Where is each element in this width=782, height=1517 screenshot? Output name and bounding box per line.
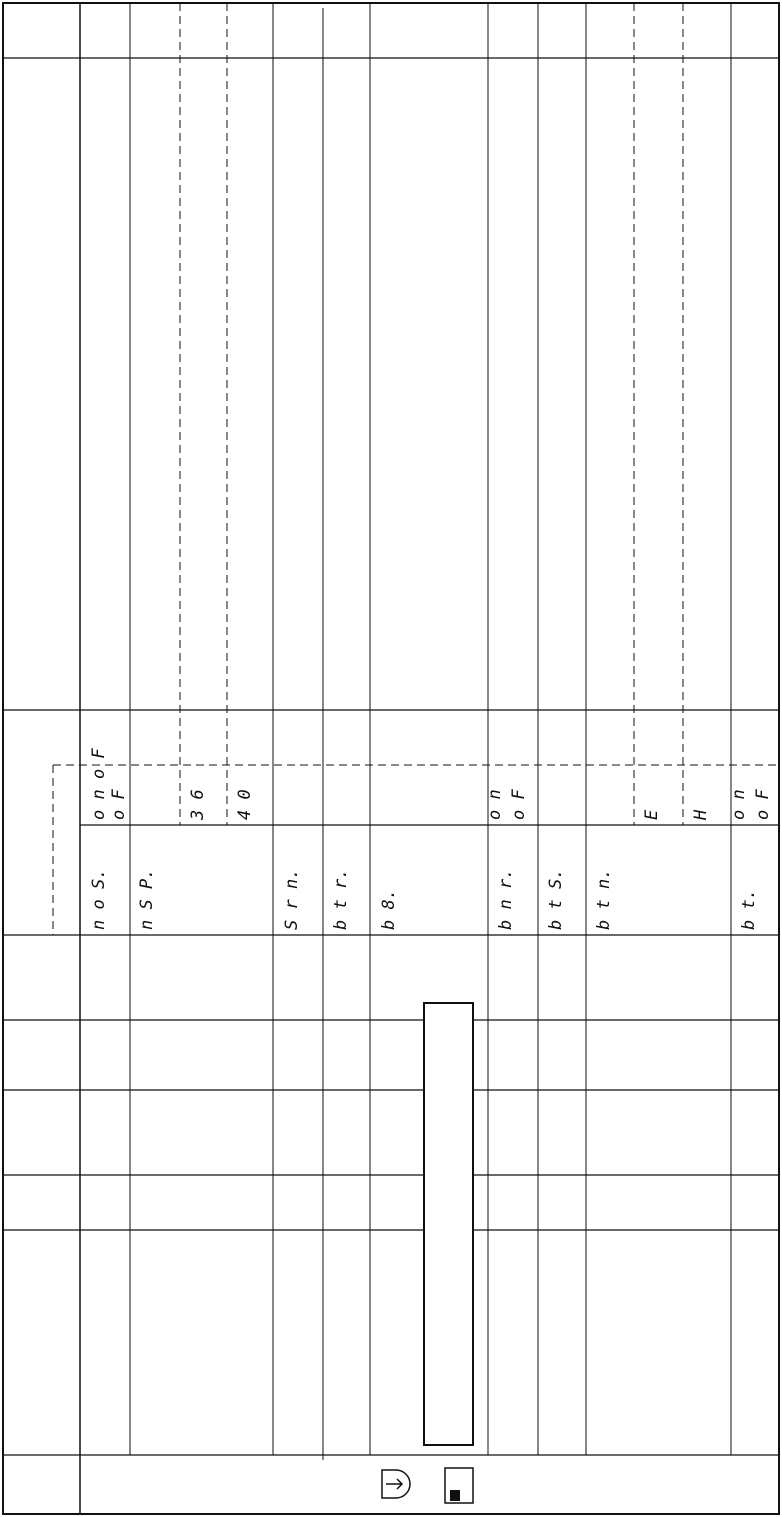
label-btn: b t n. — [594, 868, 614, 930]
svg-text:o F: o F — [109, 789, 129, 820]
column-13-labels — [729, 789, 773, 930]
column-8-labels — [485, 789, 529, 930]
label-on-off: o n o F — [89, 748, 109, 820]
label-on-off-2: o n — [485, 789, 505, 820]
svg-text:o F: o F — [753, 789, 773, 820]
label-nsp: n S P. — [137, 868, 157, 930]
label-nos: n o S. — [89, 868, 109, 930]
label-bnr: b n r. — [496, 868, 516, 930]
enter-arrow-icon — [382, 1470, 410, 1498]
label-srn: S r n. — [282, 868, 302, 930]
label-40: 4 0 — [235, 789, 255, 820]
horizontal-rules — [3, 58, 779, 1455]
label-btr: b t r. — [331, 868, 351, 930]
label-h: H — [691, 809, 711, 820]
label-b8: b 8. — [379, 889, 399, 930]
svg-text:o F: o F — [509, 789, 529, 820]
outer-frame — [3, 3, 779, 1514]
merged-cell-box — [424, 1003, 473, 1445]
label-bt: b t. — [739, 889, 759, 930]
label-bts: b t S. — [546, 868, 566, 930]
label-on-off-3: o n — [729, 789, 749, 820]
dashed-column-lines — [53, 3, 779, 935]
column-1-labels — [89, 748, 129, 930]
label-e: E — [642, 809, 662, 820]
label-36: 3 6 — [188, 789, 208, 820]
stop-square-icon — [445, 1468, 473, 1503]
